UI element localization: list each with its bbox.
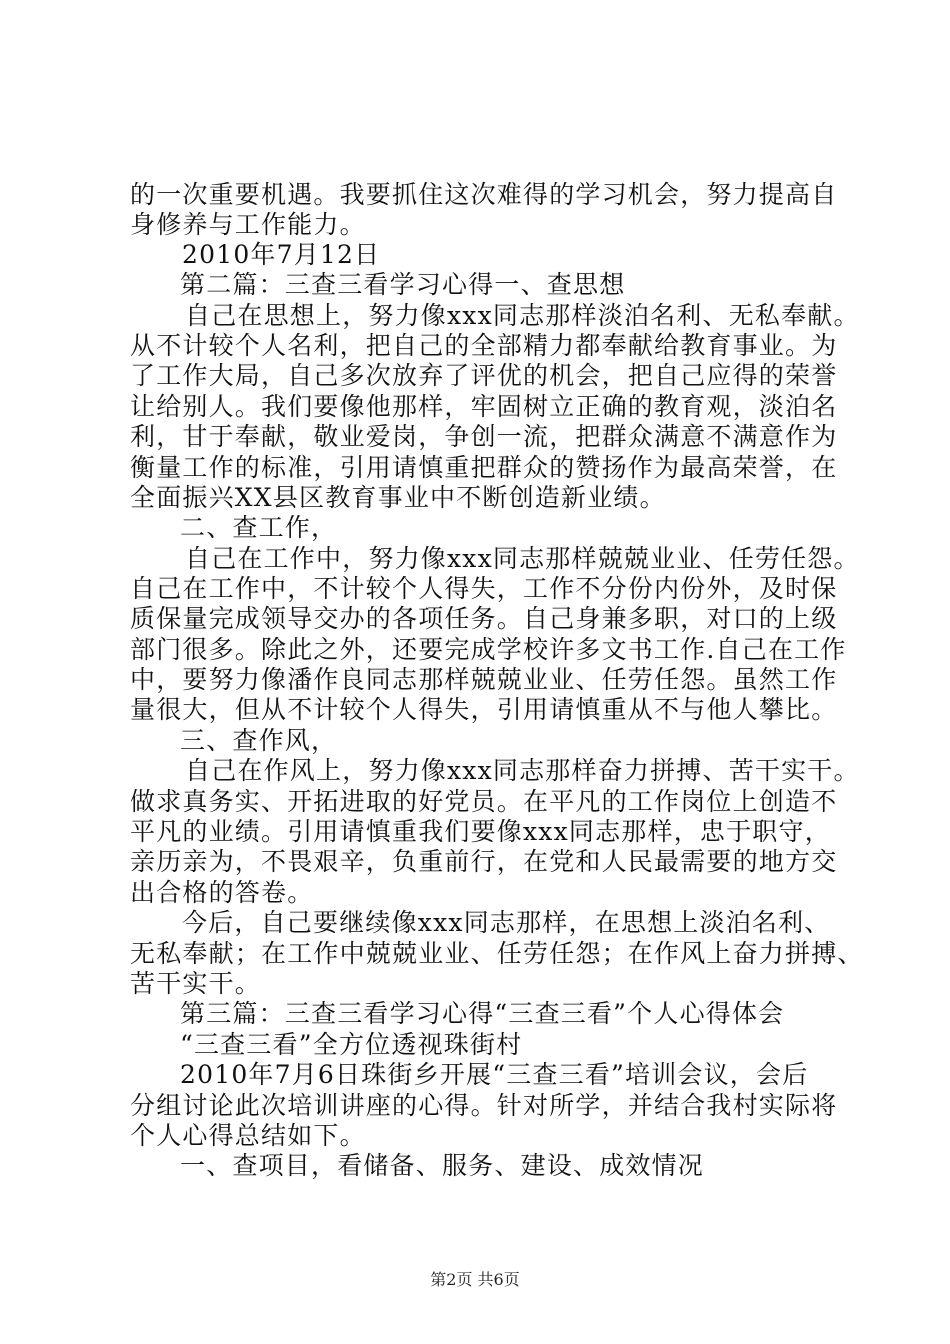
text-line: 量很大，但从不计较个人得失，引用请慎重从不与他人攀比。 [130, 695, 838, 724]
text-line: 的一次重要机遇。我要抓住这次难得的学习机会，努力提高自 [130, 180, 838, 209]
text-line: 自己在作风上，努力像xxx同志那样奋力拼搏、苦干实干。 [185, 756, 860, 785]
text-line: 平凡的业绩。引用请慎重我们要像xxx同志那样，忠于职守， [130, 817, 831, 846]
text-line: 身修养与工作能力。 [130, 210, 366, 239]
text-line: 2010年7月6日珠街乡开展“三查三看”培训会议，会后 [180, 1060, 809, 1089]
text-line: 分组讨论此次培训讲座的心得。针对所学，并结合我村实际将 [130, 1091, 838, 1120]
text-line: 自己在工作中，不计较个人得失，工作不分份内份外，及时保 [130, 574, 838, 603]
date-line: 2010年7月12日 [182, 240, 381, 269]
text-line: 中，要努力像潘作良同志那样兢兢业业、任劳任怨。虽然工作 [130, 665, 838, 694]
section-heading: 第三篇：三查三看学习心得“三查三看”个人心得体会 [180, 999, 785, 1028]
text-line: 自己在工作中，努力像xxx同志那样兢兢业业、任劳任怨。 [185, 544, 860, 573]
text-line: 从不计较个人名利，把自己的全部精力都奉献给教育事业。为 [130, 331, 838, 360]
text-line: 苦干实干。 [130, 969, 262, 998]
page-footer: 第2页 共6页 [430, 1270, 520, 1289]
text-line: 亲历亲为，不畏艰辛，负重前行，在党和人民最需要的地方交 [130, 847, 838, 876]
text-line: 全面振兴XX县区教育事业中不断创造新业绩。 [130, 483, 666, 512]
text-line: 无私奉献；在工作中兢兢业业、任劳任怨；在作风上奋力拼搏、 [130, 939, 864, 968]
text-line: 部门很多。除此之外，还要完成学校许多文书工作.自己在工作 [130, 635, 847, 664]
subheading: 三、查作风， [180, 726, 338, 755]
subheading: “三查三看”全方位透视珠街村 [180, 1030, 523, 1059]
subheading: 一、查项目，看储备、服务、建设、成效情况 [180, 1151, 705, 1180]
subheading: 二、查工作， [180, 513, 338, 542]
text-line: 做求真务实、开拓进取的好党员。在平凡的工作岗位上创造不 [130, 787, 838, 816]
text-line: 自己在思想上，努力像xxx同志那样淡泊名利、无私奉献。 [185, 301, 860, 330]
text-line: 个人心得总结如下。 [130, 1121, 366, 1150]
text-line: 了工作大局，自己多次放弃了评优的机会，把自己应得的荣誉 [130, 361, 838, 390]
text-line: 今后，自己要继续像xxx同志那样，在思想上淡泊名利、 [182, 908, 831, 937]
text-line: 出合格的答卷。 [130, 878, 314, 907]
text-line: 衡量工作的标准，引用请慎重把群众的赞扬作为最高荣誉，在 [130, 453, 838, 482]
text-line: 利，甘于奉献，敬业爱岗，争创一流，把群众满意不满意作为 [130, 422, 838, 451]
section-heading: 第二篇：三查三看学习心得一、查思想 [180, 270, 626, 299]
text-line: 质保量完成领导交办的各项任务。自己身兼多职，对口的上级 [130, 604, 838, 633]
text-line: 让给别人。我们要像他那样，牢固树立正确的教育观，淡泊名 [130, 392, 838, 421]
